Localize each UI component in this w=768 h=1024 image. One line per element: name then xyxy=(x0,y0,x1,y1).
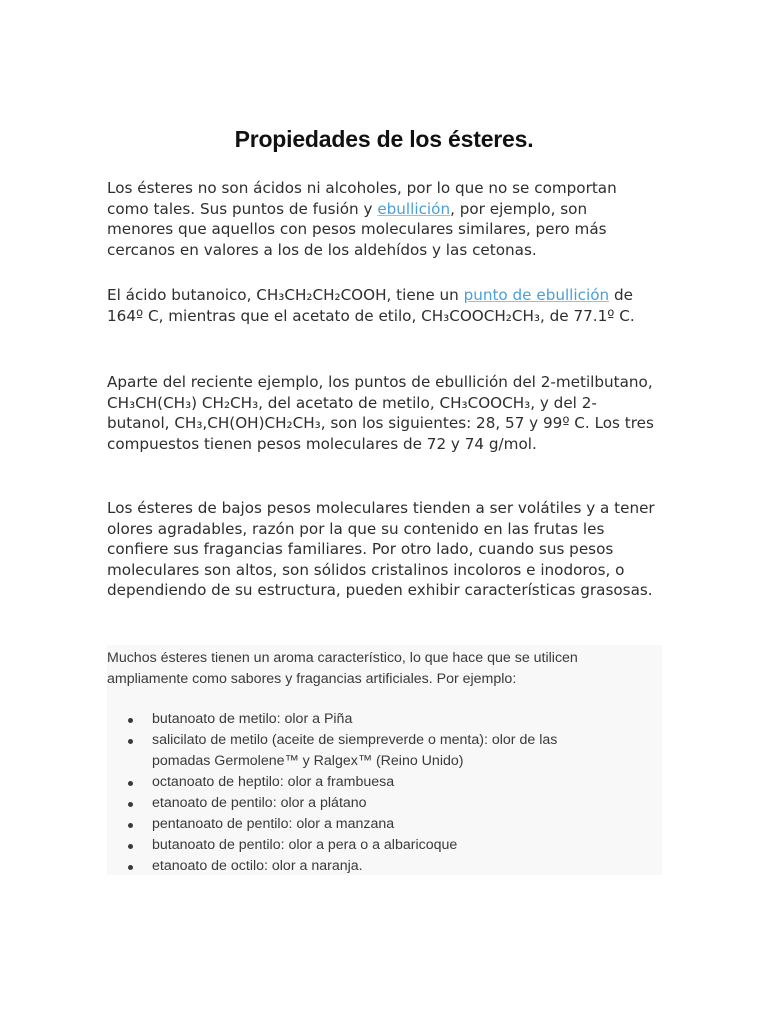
list-item-text: butanoato de metilo: olor a Piña xyxy=(152,711,353,727)
page-title: Propiedades de los ésteres. xyxy=(234,126,534,152)
bullet-icon xyxy=(128,844,133,849)
list-item-text: butanoato de pentilo: olor a pera o a albaricoque xyxy=(152,837,458,853)
paragraph-low-molecular-weight: Los ésteres de bajos pesos moleculares tienden a ser volátiles y a tener olores agradables, razón por la que su contenido en las frutas les confiere sus fragancias familiares. Por otro lado, cuando sus pesos moleculares son altos, son sólidos cristalinos incoloros e inodoros, o dependiendo de su estructura, pueden exhibir características grasosas. xyxy=(107,499,655,600)
list-item xyxy=(107,814,612,835)
list-item-text: pentanoato de pentilo: olor a manzana xyxy=(152,816,395,832)
link-ebullicion[interactable]: ebullición xyxy=(377,199,451,218)
list-item xyxy=(107,709,612,730)
list-item xyxy=(107,793,612,814)
list-item xyxy=(107,835,612,856)
paragraph-boiling-points: Aparte del reciente ejemplo, los puntos de ebullición del 2-metilbutano, CH₃CH(CH₃) CH₂CH₃, del acetato de metilo, CH₃COOCH₃, y del 2-butanol, CH₃,CH(OH)CH₂CH₃, son los siguientes: 28, 57 y 99º C. Los tres compuestos tienen pesos moleculares de 72 y 74 g/mol. xyxy=(107,373,654,453)
bullet-icon xyxy=(128,781,133,786)
paragraph-text: Los ésteres no son ácidos ni alcoholes, por lo que no se comportan como tales. Sus puntos de fusión y xyxy=(107,179,617,218)
bullet-icon xyxy=(128,865,133,870)
list-item xyxy=(107,730,612,772)
list-item xyxy=(107,772,612,793)
paragraph-properties xyxy=(107,178,657,260)
bullet-icon xyxy=(128,802,133,807)
aroma-list xyxy=(107,709,662,877)
bullet-icon xyxy=(128,739,133,744)
list-item-text: salicilato de metilo (aceite de siempreverde o menta): olor de las pomadas Germolene™ y Ralgex™ (Reino Unido) xyxy=(152,732,558,769)
list-item-text: etanoato de octilo: olor a naranja. xyxy=(152,858,363,874)
link-punto-de-ebullicion[interactable]: punto de ebullición xyxy=(463,286,610,304)
aroma-examples-box xyxy=(107,645,662,875)
paragraph-butanoic-acid xyxy=(107,285,657,326)
paragraph-text: , por ejemplo, son menores que aquellos con pesos moleculares similares, pero más cercanos en valores a los de los aldehídos y las cetonas. xyxy=(107,199,607,259)
paragraph-text: El ácido butanoico, CH₃CH₂CH₂COOH, tiene un xyxy=(107,286,464,304)
list-item xyxy=(107,856,612,877)
list-item-text: etanoato de pentilo: olor a plátano xyxy=(152,795,367,811)
paragraph-text: de 164º C, mientras que el acetato de etilo, CH₃COOCH₂CH₃, de 77.1º C. xyxy=(107,286,635,325)
bullet-icon xyxy=(128,823,133,828)
list-item-text: octanoato de heptilo: olor a frambuesa xyxy=(152,774,395,790)
aroma-intro: Muchos ésteres tienen un aroma característico, lo que hace que se utilicen ampliamente como sabores y fragancias artificiales. Por ejemplo: xyxy=(107,650,578,687)
bullet-icon xyxy=(128,718,133,723)
